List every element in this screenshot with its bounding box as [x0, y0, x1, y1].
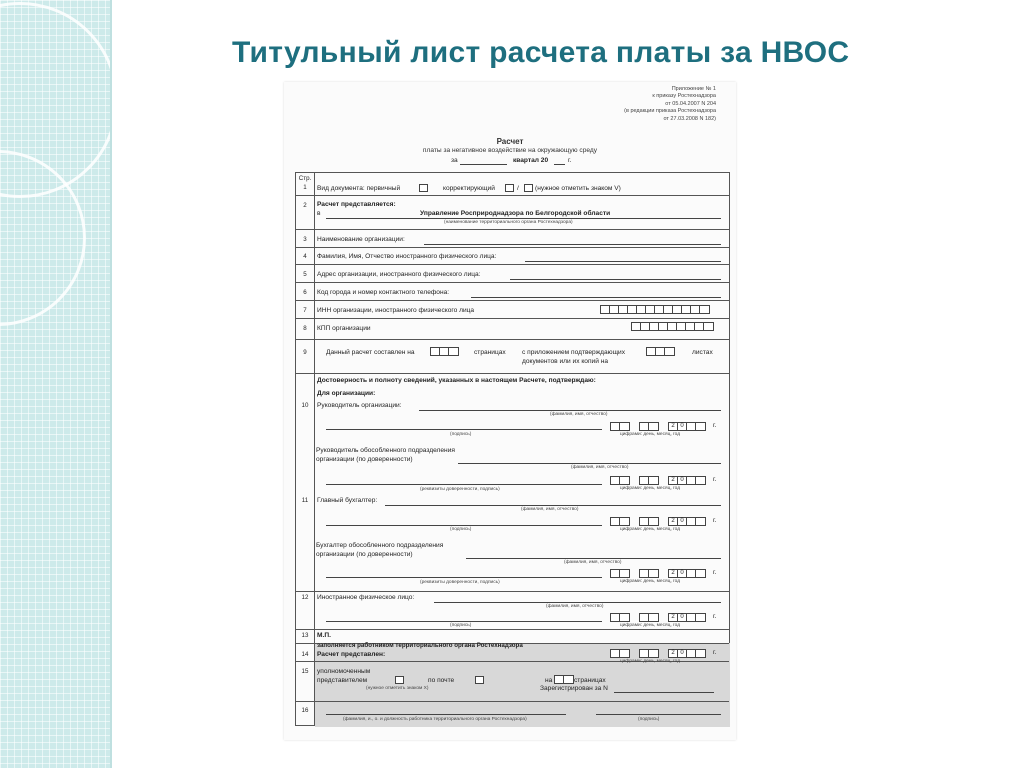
- correcting-number-box[interactable]: [524, 184, 533, 192]
- input-cell[interactable]: [601, 306, 610, 313]
- date-cell[interactable]: [611, 570, 620, 577]
- year-suffix: г.: [713, 476, 717, 483]
- date-cell[interactable]: 2: [669, 423, 678, 430]
- input-cell[interactable]: [449, 348, 458, 355]
- date-cell[interactable]: 0: [678, 423, 687, 430]
- input-cell[interactable]: [555, 676, 564, 683]
- year-suffix: г.: [713, 613, 717, 620]
- year-suffix: г.: [713, 422, 717, 429]
- input-cell[interactable]: [647, 348, 656, 355]
- date-cell[interactable]: [687, 614, 696, 621]
- date-cell[interactable]: 0: [678, 570, 687, 577]
- date-cell[interactable]: [696, 650, 705, 657]
- input-cell[interactable]: [659, 323, 668, 330]
- appendix-line: Приложение № 1: [671, 86, 716, 92]
- input-cell[interactable]: [704, 323, 713, 330]
- date-cell[interactable]: [649, 477, 658, 484]
- input-cell[interactable]: [650, 323, 659, 330]
- row1-label: Вид документа: первичный: [317, 185, 401, 192]
- date-cell-group[interactable]: [610, 649, 630, 658]
- input-cell[interactable]: [440, 348, 449, 355]
- slide-title: Титульный лист расчета платы за НВОС: [232, 36, 850, 69]
- date-cell[interactable]: 0: [678, 650, 687, 657]
- date-cell-group[interactable]: [668, 649, 706, 658]
- date-cell[interactable]: 0: [678, 614, 687, 621]
- representative-checkbox[interactable]: [395, 676, 404, 684]
- period-quarter: квартал 20: [513, 157, 549, 164]
- appendix-line: от 27.03.2008 N 182): [663, 115, 716, 122]
- date-cell-group[interactable]: [610, 569, 630, 578]
- input-cell[interactable]: [686, 323, 695, 330]
- date-cell[interactable]: [640, 423, 649, 430]
- form-document: [284, 82, 736, 740]
- date-cell[interactable]: [620, 614, 629, 621]
- date-cell-group[interactable]: [639, 476, 659, 485]
- input-cell[interactable]: [673, 306, 682, 313]
- received-pages-cells[interactable]: [554, 675, 574, 684]
- input-cell[interactable]: [664, 306, 673, 313]
- date-cell[interactable]: 2: [669, 650, 678, 657]
- date-cell[interactable]: [611, 650, 620, 657]
- input-cell[interactable]: [665, 348, 674, 355]
- date-cell[interactable]: [649, 614, 658, 621]
- date-cell[interactable]: [640, 614, 649, 621]
- date-cell[interactable]: [687, 570, 696, 577]
- input-cell[interactable]: [646, 306, 655, 313]
- date-cell[interactable]: [611, 477, 620, 484]
- appendix-note: [624, 86, 716, 123]
- by-post-checkbox[interactable]: [475, 676, 484, 684]
- date-cell[interactable]: [611, 518, 620, 525]
- date-cell[interactable]: [640, 518, 649, 525]
- period-year-suffix: г.: [568, 157, 572, 164]
- appendix-line: к приказу Ростехнадзора: [652, 93, 716, 100]
- date-cell-group[interactable]: [639, 613, 659, 622]
- input-cell[interactable]: [700, 306, 709, 313]
- input-cell[interactable]: [695, 323, 704, 330]
- date-cell[interactable]: [611, 423, 620, 430]
- input-cell[interactable]: [655, 306, 664, 313]
- pages-cells[interactable]: [430, 347, 459, 356]
- appendix-line: от 05.04.2007 N 204: [665, 100, 716, 107]
- year-suffix: г.: [713, 517, 717, 524]
- correcting-checkbox[interactable]: [505, 184, 514, 192]
- date-cell[interactable]: 2: [669, 570, 678, 577]
- date-cell[interactable]: [687, 477, 696, 484]
- date-cell[interactable]: [649, 570, 658, 577]
- date-cell[interactable]: [696, 518, 705, 525]
- date-cell-group[interactable]: [668, 613, 706, 622]
- date-cell[interactable]: [687, 650, 696, 657]
- date-cell-group[interactable]: [668, 476, 706, 485]
- date-cell[interactable]: 2: [669, 614, 678, 621]
- date-cell[interactable]: [620, 423, 629, 430]
- date-cell[interactable]: [620, 477, 629, 484]
- input-cell[interactable]: [637, 306, 646, 313]
- date-cell[interactable]: [649, 518, 658, 525]
- input-cell[interactable]: [682, 306, 691, 313]
- date-cell[interactable]: [640, 570, 649, 577]
- date-cell[interactable]: [687, 423, 696, 430]
- date-cell[interactable]: [640, 650, 649, 657]
- period-prefix: за: [451, 157, 458, 164]
- date-cell-group[interactable]: [639, 649, 659, 658]
- input-cell[interactable]: [619, 306, 628, 313]
- date-cell[interactable]: 0: [678, 518, 687, 525]
- date-cell[interactable]: 2: [669, 518, 678, 525]
- date-cell[interactable]: [696, 614, 705, 621]
- date-cell[interactable]: [620, 650, 629, 657]
- input-cell[interactable]: [677, 323, 686, 330]
- date-cell-group[interactable]: [610, 517, 630, 526]
- date-cell-group[interactable]: [668, 517, 706, 526]
- year-suffix: г.: [713, 649, 717, 656]
- sheets-cells[interactable]: [646, 347, 675, 356]
- date-cell[interactable]: [620, 570, 629, 577]
- year-suffix: г.: [713, 569, 717, 576]
- input-cell[interactable]: [431, 348, 440, 355]
- date-cell-group[interactable]: [668, 569, 706, 578]
- date-cell-group[interactable]: [639, 517, 659, 526]
- input-cell[interactable]: [564, 676, 573, 683]
- date-cell-group[interactable]: [610, 476, 630, 485]
- date-cell[interactable]: [640, 477, 649, 484]
- date-cell[interactable]: [696, 477, 705, 484]
- input-cell[interactable]: [668, 323, 677, 330]
- date-cell[interactable]: [649, 423, 658, 430]
- date-cell[interactable]: [611, 614, 620, 621]
- date-cell-group[interactable]: [639, 422, 659, 431]
- date-cell-group[interactable]: [610, 613, 630, 622]
- row2-label: Расчет представляется:: [317, 201, 396, 208]
- date-cell[interactable]: [687, 518, 696, 525]
- date-cell-group[interactable]: [668, 422, 706, 431]
- input-cell[interactable]: [656, 348, 665, 355]
- decorative-sidebar: [0, 0, 112, 768]
- appendix-line: (в редакции приказа Ростехнадзора: [624, 108, 716, 115]
- input-cell[interactable]: [628, 306, 637, 313]
- kpp-cells[interactable]: [631, 322, 714, 331]
- input-cell[interactable]: [691, 306, 700, 313]
- inn-cells[interactable]: [600, 305, 710, 314]
- input-cell[interactable]: [641, 323, 650, 330]
- date-cell[interactable]: [649, 650, 658, 657]
- input-cell[interactable]: [610, 306, 619, 313]
- date-cell[interactable]: 2: [669, 477, 678, 484]
- authority-name[interactable]: Управление Росприроднадзора по Белгородской области: [420, 210, 611, 217]
- date-cell-group[interactable]: [610, 422, 630, 431]
- date-cell[interactable]: [696, 423, 705, 430]
- primary-checkbox[interactable]: [419, 184, 428, 192]
- col-header: Стр.: [298, 175, 312, 182]
- input-cell[interactable]: [632, 323, 641, 330]
- form-subheading: платы за негативное воздействие на окружающую среду: [422, 147, 598, 154]
- date-cell-group[interactable]: [639, 569, 659, 578]
- form-table: Стр. 1 Вид документа: первичный корректирующий / (нужное отметить знаком V) 2 Расчет представляется: в Управление Росприроднадзора по Белгородской области (наименование территориального органа Ростехнадзора) 3 Наименование организации: 4 Фамилия, Имя, Отчество иностранного физического лица: 5 Адрес организации, иностранного физического лица: 6 Код города и номер контактного телефона: 7 ИНН организации, иностранного физического лица 8 КПП организации 9 Данный расчет составлен на страницах с приложением подтверждающих документов или их копий на листах Достоверность и полноту сведений, указанных в настоящем Расчете, подтверждаю: Для организации: 10 Руководитель организации: (фамилия, имя, отчество) (подпись) 2 0 г. цифрами: день, месяц, год Руководитель обособленного подразделения организации (по доверенности) (фамилия, имя, отчество) (реквизиты доверенности, подпись) 2 0 г. цифрами: день, месяц, год 11 Главный бухгалтер: (фамилия, имя, отчество) (подпись) 2 0 г. цифрами: день, месяц, год Бухгалтер обособленного подразделения организации (по доверенности) (фамилия, имя, отчество) (реквизиты доверенности, подпись) 2 0 г. цифрами: день, месяц, год 12 Иностранное физическое лицо: (фамилия, имя, отчество) (подпись) 2 0 г. цифрами: день, месяц, год 13 М.П. заполняется работником территориального органа Ростехнадзора 14 Расчет представлен: 2 0 г. цифрами: день, месяц, год 15 уполномоченным представителем по почте на страницах (нужное отметить знаком X) Зарегистрирован за N 16 (фамилия, и., о. и должность работника территориального органа Ростехнадзора) (подпись): [295, 172, 730, 726]
- date-cell[interactable]: 0: [678, 477, 687, 484]
- date-cell[interactable]: [696, 570, 705, 577]
- date-cell[interactable]: [620, 518, 629, 525]
- form-heading: Расчет: [496, 137, 524, 146]
